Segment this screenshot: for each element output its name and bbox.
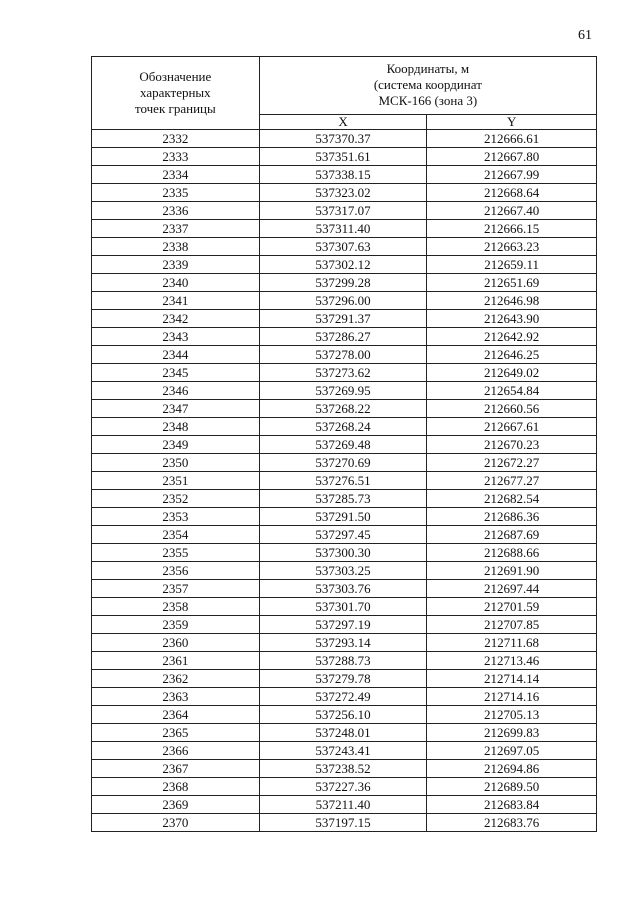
cell-point: 2347 [92, 400, 260, 418]
table-row [92, 724, 597, 742]
cell-y: 212660.56 [427, 400, 597, 418]
cell-x: 537351.61 [259, 148, 427, 166]
cell-x: 537370.37 [259, 130, 427, 148]
cell-y: 212677.27 [427, 472, 597, 490]
cell-x: 537286.27 [259, 328, 427, 346]
cell-y: 212666.61 [427, 130, 597, 148]
cell-y: 212714.14 [427, 670, 597, 688]
table-row [92, 400, 597, 418]
cell-point: 2355 [92, 544, 260, 562]
cell-y: 212697.44 [427, 580, 597, 598]
cell-y: 212683.84 [427, 796, 597, 814]
cell-point: 2363 [92, 688, 260, 706]
cell-x: 537278.00 [259, 346, 427, 364]
cell-x: 537238.52 [259, 760, 427, 778]
cell-x: 537285.73 [259, 490, 427, 508]
cell-y: 212666.15 [427, 220, 597, 238]
cell-y: 212714.16 [427, 688, 597, 706]
table-row [92, 418, 597, 436]
cell-x: 537297.45 [259, 526, 427, 544]
cell-x: 537268.22 [259, 400, 427, 418]
cell-point: 2359 [92, 616, 260, 634]
table-row [92, 760, 597, 778]
table-row [92, 292, 597, 310]
cell-x: 537302.12 [259, 256, 427, 274]
table-row [92, 274, 597, 292]
cell-x: 537268.24 [259, 418, 427, 436]
cell-point: 2369 [92, 796, 260, 814]
cell-point: 2349 [92, 436, 260, 454]
cell-y: 212651.69 [427, 274, 597, 292]
cell-x: 537307.63 [259, 238, 427, 256]
cell-point: 2365 [92, 724, 260, 742]
cell-x: 537243.41 [259, 742, 427, 760]
cell-x: 537211.40 [259, 796, 427, 814]
cell-point: 2350 [92, 454, 260, 472]
cell-y: 212713.46 [427, 652, 597, 670]
coordinates-column-header: Координаты, м (система координат МСК-166 (зона 3) [259, 57, 596, 115]
x-column-header: X [259, 114, 427, 129]
cell-y: 212691.90 [427, 562, 597, 580]
cell-point: 2339 [92, 256, 260, 274]
table-row [92, 364, 597, 382]
table-header [92, 57, 597, 130]
table-row [92, 688, 597, 706]
table-row [92, 454, 597, 472]
cell-y: 212667.80 [427, 148, 597, 166]
table-row [92, 670, 597, 688]
table-row [92, 778, 597, 796]
cell-x: 537301.70 [259, 598, 427, 616]
table-row [92, 796, 597, 814]
table-row [92, 490, 597, 508]
cell-point: 2366 [92, 742, 260, 760]
cell-x: 537297.19 [259, 616, 427, 634]
cell-y: 212668.64 [427, 184, 597, 202]
cell-x: 537293.14 [259, 634, 427, 652]
coordinates-table [91, 56, 597, 832]
cell-point: 2348 [92, 418, 260, 436]
cell-point: 2351 [92, 472, 260, 490]
cell-x: 537300.30 [259, 544, 427, 562]
table-row [92, 706, 597, 724]
cell-x: 537279.78 [259, 670, 427, 688]
cell-x: 537269.48 [259, 436, 427, 454]
table-row [92, 130, 597, 148]
table-row [92, 238, 597, 256]
cell-y: 212697.05 [427, 742, 597, 760]
cell-point: 2334 [92, 166, 260, 184]
cell-point: 2352 [92, 490, 260, 508]
cell-x: 537197.15 [259, 814, 427, 832]
table-row [92, 544, 597, 562]
cell-point: 2364 [92, 706, 260, 724]
table-body [92, 130, 597, 832]
cell-y: 212670.23 [427, 436, 597, 454]
cell-point: 2340 [92, 274, 260, 292]
cell-point: 2341 [92, 292, 260, 310]
cell-y: 212663.23 [427, 238, 597, 256]
table-row [92, 562, 597, 580]
cell-point: 2337 [92, 220, 260, 238]
cell-x: 537288.73 [259, 652, 427, 670]
cell-point: 2346 [92, 382, 260, 400]
cell-x: 537317.07 [259, 202, 427, 220]
table-row [92, 616, 597, 634]
cell-point: 2354 [92, 526, 260, 544]
cell-point: 2356 [92, 562, 260, 580]
table-row [92, 436, 597, 454]
table-row [92, 328, 597, 346]
table-row [92, 202, 597, 220]
cell-y: 212659.11 [427, 256, 597, 274]
table-row [92, 472, 597, 490]
cell-x: 537311.40 [259, 220, 427, 238]
cell-y: 212689.50 [427, 778, 597, 796]
cell-y: 212687.69 [427, 526, 597, 544]
cell-point: 2342 [92, 310, 260, 328]
cell-y: 212642.92 [427, 328, 597, 346]
cell-point: 2344 [92, 346, 260, 364]
cell-x: 537338.15 [259, 166, 427, 184]
cell-point: 2345 [92, 364, 260, 382]
table-row [92, 580, 597, 598]
cell-y: 212667.40 [427, 202, 597, 220]
cell-y: 212682.54 [427, 490, 597, 508]
table-row [92, 310, 597, 328]
cell-y: 212688.66 [427, 544, 597, 562]
cell-point: 2358 [92, 598, 260, 616]
table-row [92, 166, 597, 184]
cell-x: 537303.76 [259, 580, 427, 598]
cell-y: 212686.36 [427, 508, 597, 526]
cell-point: 2353 [92, 508, 260, 526]
table-row [92, 814, 597, 832]
cell-y: 212667.99 [427, 166, 597, 184]
table-row [92, 652, 597, 670]
y-column-header: Y [427, 114, 597, 129]
cell-point: 2338 [92, 238, 260, 256]
cell-x: 537248.01 [259, 724, 427, 742]
cell-x: 537273.62 [259, 364, 427, 382]
table-row [92, 526, 597, 544]
cell-point: 2360 [92, 634, 260, 652]
cell-y: 212649.02 [427, 364, 597, 382]
cell-y: 212701.59 [427, 598, 597, 616]
cell-point: 2336 [92, 202, 260, 220]
cell-y: 212654.84 [427, 382, 597, 400]
cell-x: 537303.25 [259, 562, 427, 580]
table-row [92, 634, 597, 652]
cell-y: 212646.98 [427, 292, 597, 310]
table-row [92, 508, 597, 526]
table-row [92, 346, 597, 364]
cell-point: 2362 [92, 670, 260, 688]
cell-y: 212705.13 [427, 706, 597, 724]
cell-point: 2343 [92, 328, 260, 346]
header-row [92, 57, 597, 115]
cell-point: 2370 [92, 814, 260, 832]
cell-x: 537296.00 [259, 292, 427, 310]
cell-x: 537291.50 [259, 508, 427, 526]
cell-point: 2367 [92, 760, 260, 778]
page-number: 61 [578, 28, 592, 43]
cell-x: 537276.51 [259, 472, 427, 490]
cell-x: 537299.28 [259, 274, 427, 292]
cell-x: 537269.95 [259, 382, 427, 400]
cell-x: 537270.69 [259, 454, 427, 472]
cell-point: 2335 [92, 184, 260, 202]
cell-y: 212707.85 [427, 616, 597, 634]
table-row [92, 598, 597, 616]
table-row [92, 220, 597, 238]
table-row [92, 148, 597, 166]
table-row [92, 742, 597, 760]
table-row [92, 382, 597, 400]
table-row [92, 256, 597, 274]
cell-y: 212683.76 [427, 814, 597, 832]
cell-point: 2357 [92, 580, 260, 598]
cell-y: 212643.90 [427, 310, 597, 328]
cell-y: 212711.68 [427, 634, 597, 652]
cell-x: 537256.10 [259, 706, 427, 724]
cell-point: 2333 [92, 148, 260, 166]
cell-y: 212646.25 [427, 346, 597, 364]
cell-y: 212667.61 [427, 418, 597, 436]
cell-point: 2361 [92, 652, 260, 670]
cell-point: 2368 [92, 778, 260, 796]
cell-y: 212699.83 [427, 724, 597, 742]
cell-y: 212672.27 [427, 454, 597, 472]
cell-x: 537272.49 [259, 688, 427, 706]
point-column-header: Обозначение характерных точек границы [92, 57, 260, 130]
cell-x: 537291.37 [259, 310, 427, 328]
cell-y: 212694.86 [427, 760, 597, 778]
cell-point: 2332 [92, 130, 260, 148]
cell-x: 537227.36 [259, 778, 427, 796]
cell-x: 537323.02 [259, 184, 427, 202]
table-row [92, 184, 597, 202]
